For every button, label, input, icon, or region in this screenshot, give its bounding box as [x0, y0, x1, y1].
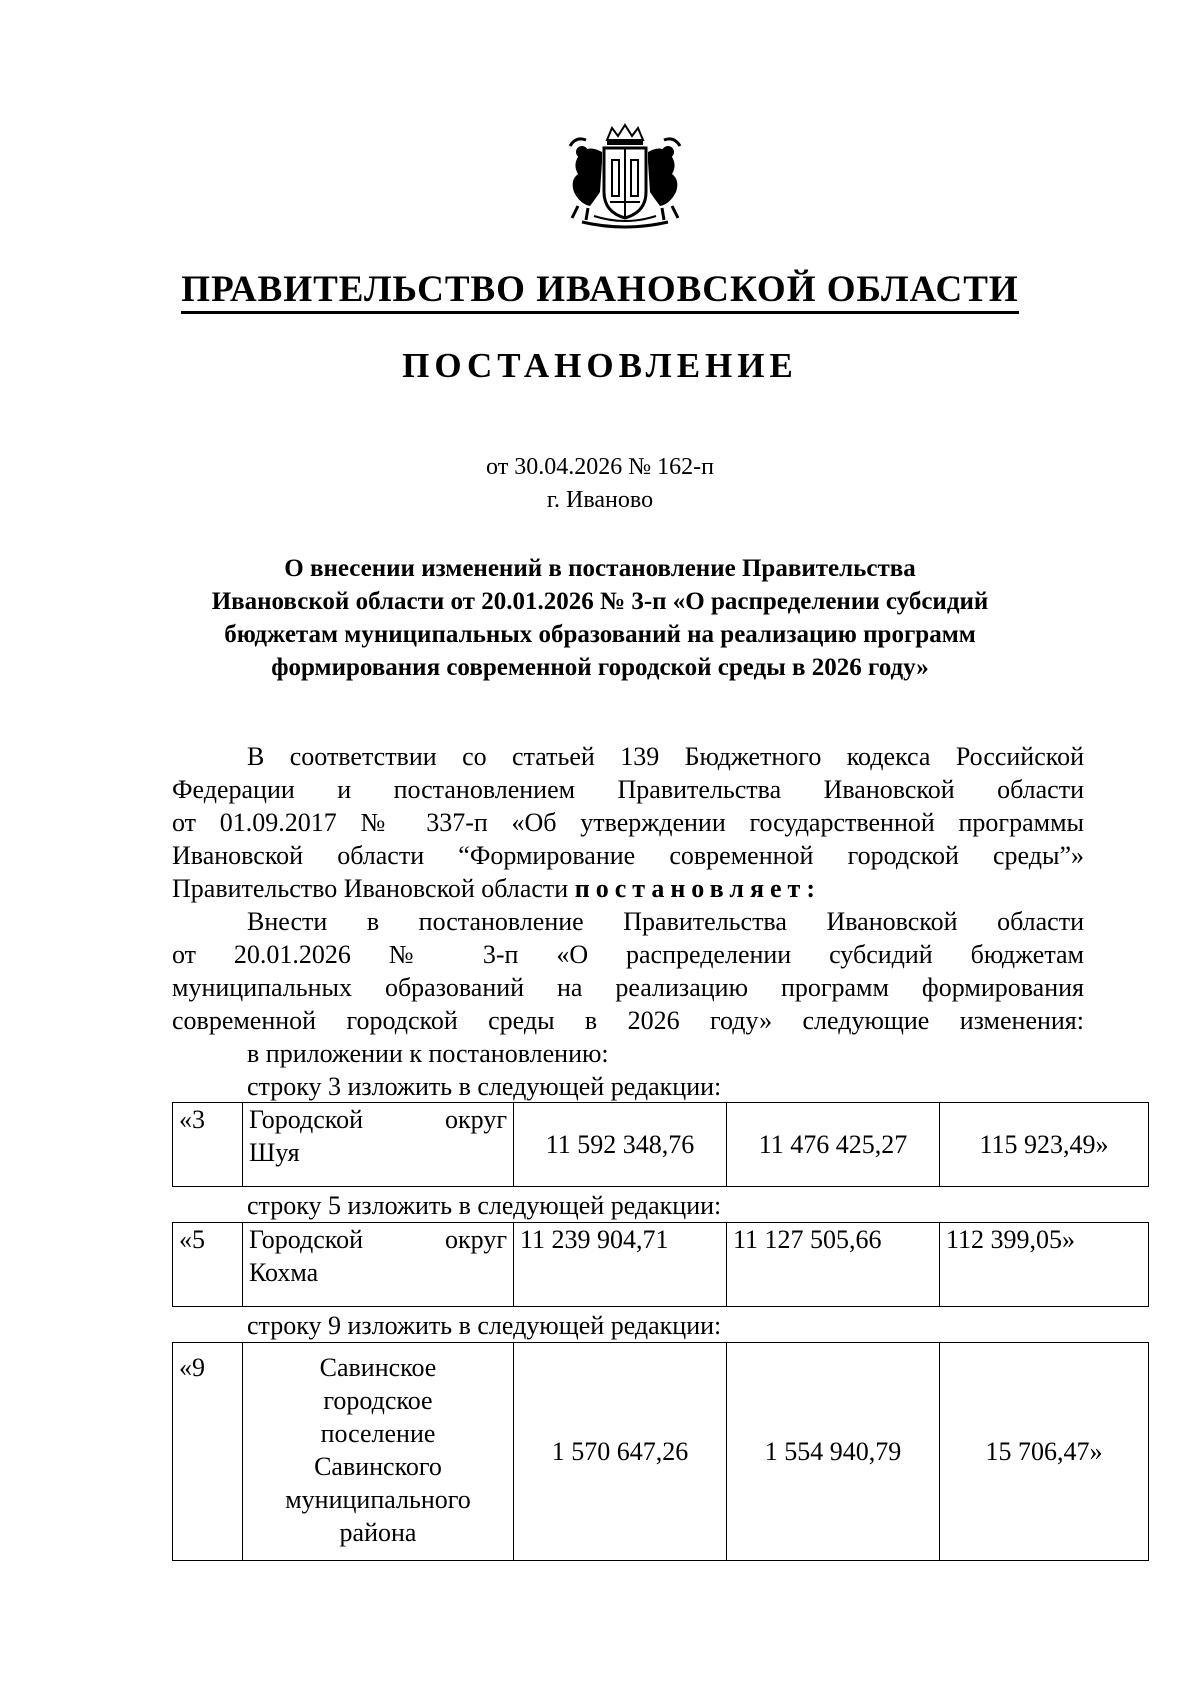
row-intro-text: строку 9 изложить в следующей редакции:: [247, 1311, 722, 1340]
preamble-line: Федерации и постановлением Правительства Ивановской области: [172, 775, 1084, 804]
preamble-government: Правительство Ивановской области: [172, 874, 575, 903]
municipality-name-line: Савинское: [319, 1353, 437, 1382]
municipality-name-line: городское: [323, 1386, 433, 1415]
table-row: [173, 1223, 1149, 1307]
municipality-name: [243, 1223, 514, 1307]
preamble-line: от 01.09.2017 № 337-п «Об утверждении государственной программы: [172, 808, 1084, 837]
municipality-name-line: поселение: [320, 1419, 436, 1448]
subject-line: Ивановской области от 20.01.2026 № 3-п «О распределении субсидий: [211, 588, 989, 615]
amendment-table-row-5: [172, 1222, 1149, 1307]
row-intro-text: строку 3 изложить в следующей редакции:: [247, 1072, 722, 1101]
amendment-table-row-3: [172, 1102, 1149, 1187]
amendment-table-row-9: [172, 1342, 1149, 1561]
document-subject: [170, 552, 1030, 684]
document-city: г. Иваново: [546, 487, 654, 513]
preamble-line: В соответствии со статьей 139 Бюджетного кодекса Российской: [247, 742, 1084, 771]
value-regional: 15 706,47»: [940, 1343, 1149, 1561]
municipality-name-line: Городской округ: [249, 1105, 507, 1134]
row-intro-text: строку 5 изложить в следующей редакции:: [247, 1191, 722, 1220]
amend-line: современной городской среды в 2026 году» следующие изменения:: [172, 1006, 1084, 1035]
row-number: «9: [173, 1343, 243, 1561]
row-intro: [172, 1070, 1084, 1103]
value-regional: 112 399,05»: [940, 1223, 1149, 1307]
municipality-name-line: района: [339, 1518, 417, 1547]
amend-line: муниципальных образований на реализацию программ формирования: [172, 973, 1084, 1002]
municipality-name: [243, 1343, 514, 1561]
value-federal: 1 554 940,79: [727, 1343, 940, 1561]
municipality-name-line: Кохма: [249, 1258, 319, 1287]
value-federal: 11 476 425,27: [727, 1103, 940, 1187]
government-title: ПРАВИТЕЛЬСТВО ИВАНОВСКОЙ ОБЛАСТИ: [0, 268, 1200, 311]
resolves-word: постановляет:: [574, 874, 821, 903]
document-type: ПОСТАНОВЛЕНИЕ: [402, 346, 798, 385]
row-intro: [172, 1189, 1084, 1222]
amend-line: в приложении к постановлению:: [247, 1039, 609, 1068]
subject-line: формирования современной городской среды в 2026 году»: [271, 654, 929, 681]
municipality-name-line: муниципального: [285, 1485, 471, 1514]
table-row: [173, 1343, 1149, 1561]
municipality-name-line: Шуя: [249, 1138, 300, 1167]
preamble-paragraph: [172, 740, 1084, 1070]
preamble-line: Ивановской области “Формирование современной городской среды”»: [172, 841, 1084, 870]
document-date-number: от 30.04.2026 № 162-п: [486, 454, 714, 480]
municipality-name-line: Городской округ: [249, 1225, 507, 1254]
municipality-name: [243, 1103, 514, 1187]
table-row: [173, 1103, 1149, 1187]
value-total: 1 570 647,26: [514, 1343, 727, 1561]
preamble-line: [172, 872, 1084, 905]
subject-line: О внесении изменений в постановление Правительства: [284, 555, 916, 582]
amend-line: от 20.01.2026 № 3-п «О распределении субсидий бюджетам: [172, 940, 1084, 969]
value-regional: 115 923,49»: [940, 1103, 1149, 1187]
subject-line: бюджетам муниципальных образований на реализацию программ: [224, 621, 976, 648]
value-total: 11 239 904,71: [514, 1223, 727, 1307]
value-federal: 11 127 505,66: [727, 1223, 940, 1307]
amend-line: Внести в постановление Правительства Ивановской области: [247, 907, 1084, 936]
municipality-name-line: Савинского: [314, 1452, 442, 1481]
ivanovo-coat-of-arms-icon: [560, 122, 690, 230]
row-number: «5: [173, 1223, 243, 1307]
row-number: «3: [173, 1103, 243, 1187]
value-total: 11 592 348,76: [514, 1103, 727, 1187]
row-intro: [172, 1309, 1084, 1342]
